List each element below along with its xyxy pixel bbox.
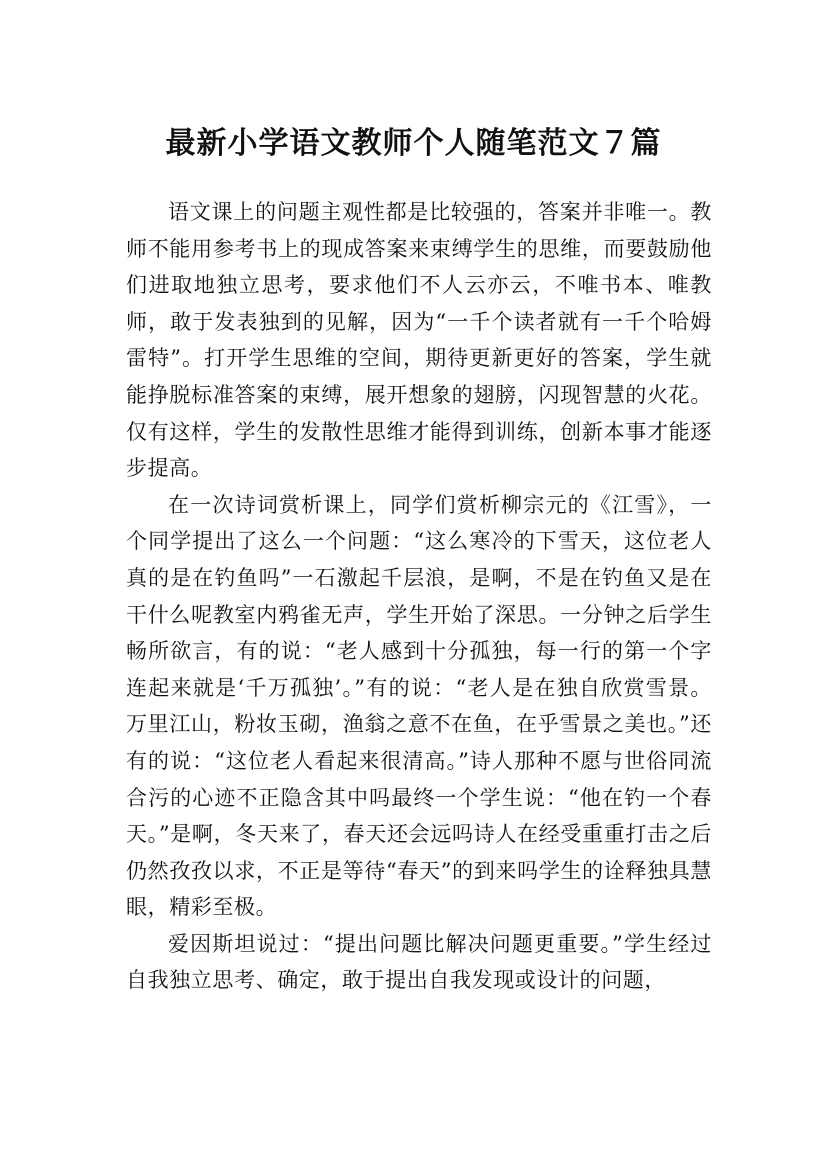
document-title: 最新小学语文教师个人随笔范文７篇: [165, 126, 662, 162]
document-body: [126, 194, 712, 999]
paragraph: 爱因斯坦说过：“提出问题比解决问题更重要。”学生经过自我独立思考、确定，敢于提出自我发现或设计的问题，: [126, 931, 712, 993]
paragraph: 语文课上的问题主观性都是比较强的，答案并非唯一。教师不能用参考书上的现成答案来束缚学生的思维，而要鼓励他们进取地独立思考，要求他们不人云亦云，不唯书本、唯教师，敢于发表独到的见解，因为“一千个读者就有一千个哈姆雷特”。打开学生思维的空间，期待更新更好的答案，学生就能挣脱标准答案的束缚，展开想象的翅膀，闪现智慧的火花。仅有这样，学生的发散性思维才能得到训练，创新本事才能逐步提高。: [126, 200, 712, 481]
paragraph: 在一次诗词赏析课上，同学们赏析柳宗元的《江雪》，一个同学提出了这么一个问题：“这么寒冷的下雪天，这位老人真的是在钓鱼吗”一石激起千层浪，是啊，不是在钓鱼又是在干什么呢教室内鸦雀无声，学生开始了深思。一分钟之后学生畅所欲言，有的说：“老人感到十分孤独，每一行的第一个字连起来就是‘千万孤独’。”有的说：“老人是在独自欣赏雪景。万里江山，粉妆玉砌，渔翁之意不在鱼，在乎雪景之美也。”还有的说：“这位老人看起来很清高。”诗人那种不愿与世俗同流合污的心迹不正隐含其中吗最终一个学生说：“他在钓一个春天。”是啊，冬天来了，春天还会远吗诗人在经受重重打击之后仍然孜孜以求，不正是等待“春天”的到来吗学生的诠释独具慧眼，精彩至极。: [126, 492, 712, 920]
